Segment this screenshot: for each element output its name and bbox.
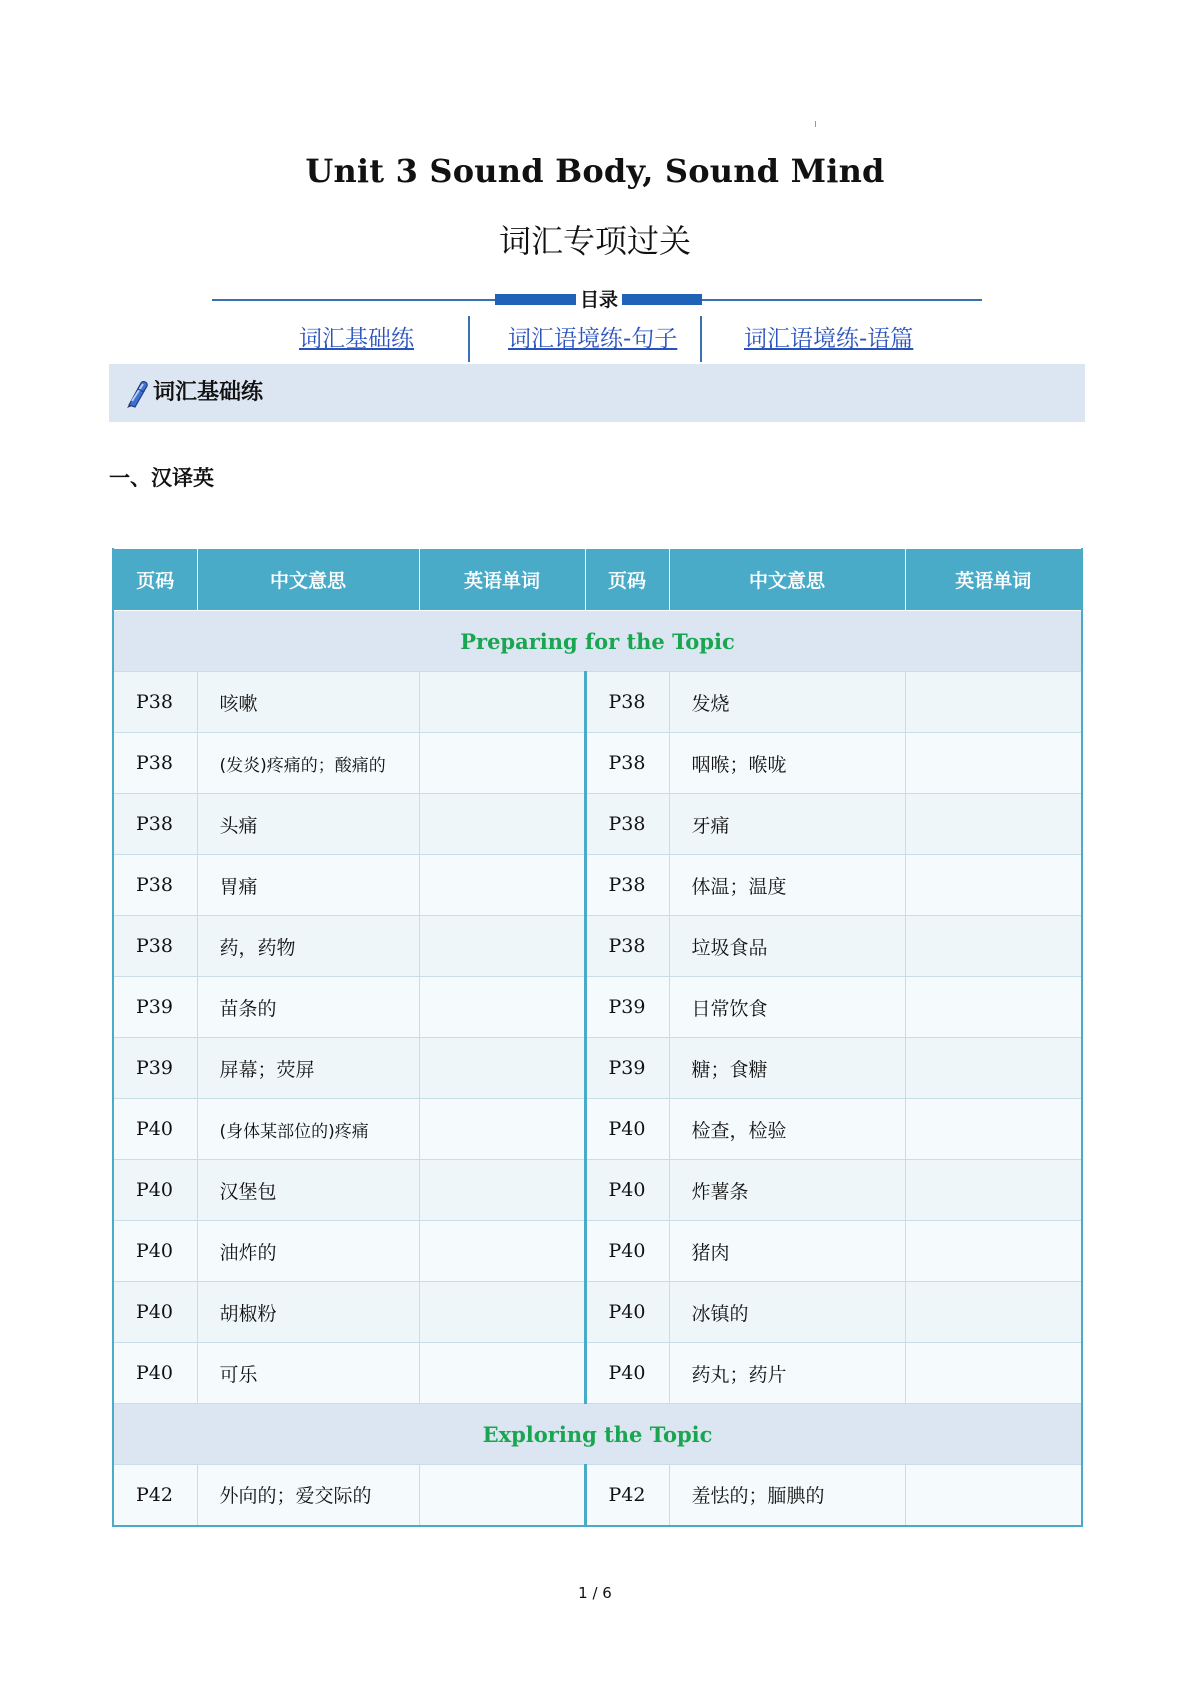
page-cell: P39: [585, 1038, 669, 1099]
chinese-cell: 油炸的: [197, 1221, 419, 1282]
english-answer-cell[interactable]: [905, 733, 1082, 794]
english-answer-cell[interactable]: [905, 916, 1082, 977]
chinese-cell: 咽喉；喉咙: [669, 733, 905, 794]
table-row: [113, 1282, 1082, 1343]
page-cell: P38: [113, 855, 197, 916]
english-answer-cell[interactable]: [419, 1099, 585, 1160]
page-cell: P39: [113, 1038, 197, 1099]
chinese-cell: 屏幕；荧屏: [197, 1038, 419, 1099]
chinese-cell: 苗条的: [197, 977, 419, 1038]
page-cell: P40: [113, 1343, 197, 1404]
column-header-english: 英语单词: [905, 549, 1082, 611]
chinese-cell: 头痛: [197, 794, 419, 855]
chinese-cell: (身体某部位的)疼痛: [197, 1099, 419, 1160]
chinese-cell: 体温；温度: [669, 855, 905, 916]
table-row: [113, 1343, 1082, 1404]
chinese-cell: 检查，检验: [669, 1099, 905, 1160]
english-answer-cell[interactable]: [419, 733, 585, 794]
english-answer-cell[interactable]: [905, 855, 1082, 916]
column-header-chinese: 中文意思: [197, 549, 419, 611]
english-answer-cell[interactable]: [905, 1343, 1082, 1404]
table-row: [113, 794, 1082, 855]
toc-separator: [468, 316, 470, 362]
page-cell: P38: [113, 916, 197, 977]
english-answer-cell[interactable]: [905, 1221, 1082, 1282]
english-answer-cell[interactable]: [419, 1343, 585, 1404]
page-title: Unit 3 Sound Body, Sound Mind: [305, 152, 885, 190]
chinese-cell: 垃圾食品: [669, 916, 905, 977]
english-answer-cell[interactable]: [905, 672, 1082, 733]
english-answer-cell[interactable]: [419, 977, 585, 1038]
chinese-cell: 胃痛: [197, 855, 419, 916]
chinese-cell: 咳嗽: [197, 672, 419, 733]
group-title: Exploring the Topic: [113, 1404, 1082, 1465]
chinese-cell: 汉堡包: [197, 1160, 419, 1221]
table-row: [113, 1160, 1082, 1221]
english-answer-cell[interactable]: [419, 916, 585, 977]
toc-line-accent-right: [618, 294, 702, 305]
toc-links: [0, 316, 1190, 362]
table-row: [113, 1465, 1082, 1526]
toc-link-basic[interactable]: 词汇基础练: [299, 326, 414, 352]
page-subtitle: 词汇专项过关: [498, 222, 691, 260]
page-cell: P38: [585, 916, 669, 977]
toc-divider: [212, 288, 982, 312]
chinese-cell: 冰镇的: [669, 1282, 905, 1343]
toc-label: 目录: [576, 288, 622, 312]
table-header-row: [113, 549, 1082, 611]
page-cell: P40: [585, 1282, 669, 1343]
page-cell: P40: [585, 1160, 669, 1221]
toc-line-accent-left: [495, 294, 579, 305]
page-cell: P40: [113, 1160, 197, 1221]
page-number: 1 / 6: [578, 1584, 612, 1602]
page-cell: P38: [585, 672, 669, 733]
english-answer-cell[interactable]: [905, 1099, 1082, 1160]
english-answer-cell[interactable]: [905, 1038, 1082, 1099]
section-title: 词汇基础练: [153, 380, 264, 405]
page-cell: P42: [113, 1465, 197, 1526]
toc-link-passage[interactable]: 词汇语境练-语篇: [744, 326, 914, 352]
page-cell: P38: [113, 733, 197, 794]
exercise-heading: 一、汉译英: [109, 466, 214, 490]
page-cell: P40: [113, 1221, 197, 1282]
page-cell: P40: [585, 1099, 669, 1160]
page-cell: P38: [113, 672, 197, 733]
table-row: [113, 916, 1082, 977]
page-cell: P39: [113, 977, 197, 1038]
english-answer-cell[interactable]: [905, 1282, 1082, 1343]
table-group-row: [113, 1404, 1082, 1465]
chinese-cell: 药，药物: [197, 916, 419, 977]
column-header-page: 页码: [113, 549, 197, 611]
page-cell: P42: [585, 1465, 669, 1526]
chinese-cell: 牙痛: [669, 794, 905, 855]
english-answer-cell[interactable]: [419, 855, 585, 916]
column-header-english: 英语单词: [419, 549, 585, 611]
table-row: [113, 977, 1082, 1038]
page-cell: P40: [113, 1282, 197, 1343]
page-tick-mark: [815, 121, 816, 127]
page-cell: P38: [113, 794, 197, 855]
vocabulary-table: [112, 548, 1083, 1527]
english-answer-cell[interactable]: [905, 794, 1082, 855]
chinese-cell: (发炎)疼痛的；酸痛的: [197, 733, 419, 794]
page-cell: P38: [585, 855, 669, 916]
page-cell: P38: [585, 733, 669, 794]
english-answer-cell[interactable]: [419, 1282, 585, 1343]
chinese-cell: 外向的；爱交际的: [197, 1465, 419, 1526]
english-answer-cell[interactable]: [905, 977, 1082, 1038]
english-answer-cell[interactable]: [419, 1038, 585, 1099]
english-answer-cell[interactable]: [419, 1465, 585, 1526]
chinese-cell: 猪肉: [669, 1221, 905, 1282]
column-header-page: 页码: [585, 549, 669, 611]
chinese-cell: 发烧: [669, 672, 905, 733]
english-answer-cell[interactable]: [419, 672, 585, 733]
table-row: [113, 1099, 1082, 1160]
chinese-cell: 炸薯条: [669, 1160, 905, 1221]
column-header-chinese: 中文意思: [669, 549, 905, 611]
page-cell: P39: [585, 977, 669, 1038]
table-row: [113, 1038, 1082, 1099]
english-answer-cell[interactable]: [419, 1160, 585, 1221]
page-cell: P40: [113, 1099, 197, 1160]
chinese-cell: 胡椒粉: [197, 1282, 419, 1343]
toc-separator: [700, 316, 702, 362]
english-answer-cell[interactable]: [419, 794, 585, 855]
chinese-cell: 糖；食糖: [669, 1038, 905, 1099]
chinese-cell: 日常饮食: [669, 977, 905, 1038]
table-row: [113, 672, 1082, 733]
page-cell: P38: [585, 794, 669, 855]
table-row: [113, 733, 1082, 794]
page-cell: P40: [585, 1343, 669, 1404]
group-title: Preparing for the Topic: [113, 611, 1082, 672]
chinese-cell: 羞怯的；腼腆的: [669, 1465, 905, 1526]
section-header: [109, 364, 1085, 422]
table-group-row: [113, 611, 1082, 672]
pencil-icon: [123, 379, 151, 409]
english-answer-cell[interactable]: [905, 1465, 1082, 1526]
chinese-cell: 药丸；药片: [669, 1343, 905, 1404]
table-row: [113, 855, 1082, 916]
page-cell: P40: [585, 1221, 669, 1282]
english-answer-cell[interactable]: [419, 1221, 585, 1282]
table-row: [113, 1221, 1082, 1282]
chinese-cell: 可乐: [197, 1343, 419, 1404]
toc-link-sentence[interactable]: 词汇语境练-句子: [508, 326, 678, 352]
english-answer-cell[interactable]: [905, 1160, 1082, 1221]
